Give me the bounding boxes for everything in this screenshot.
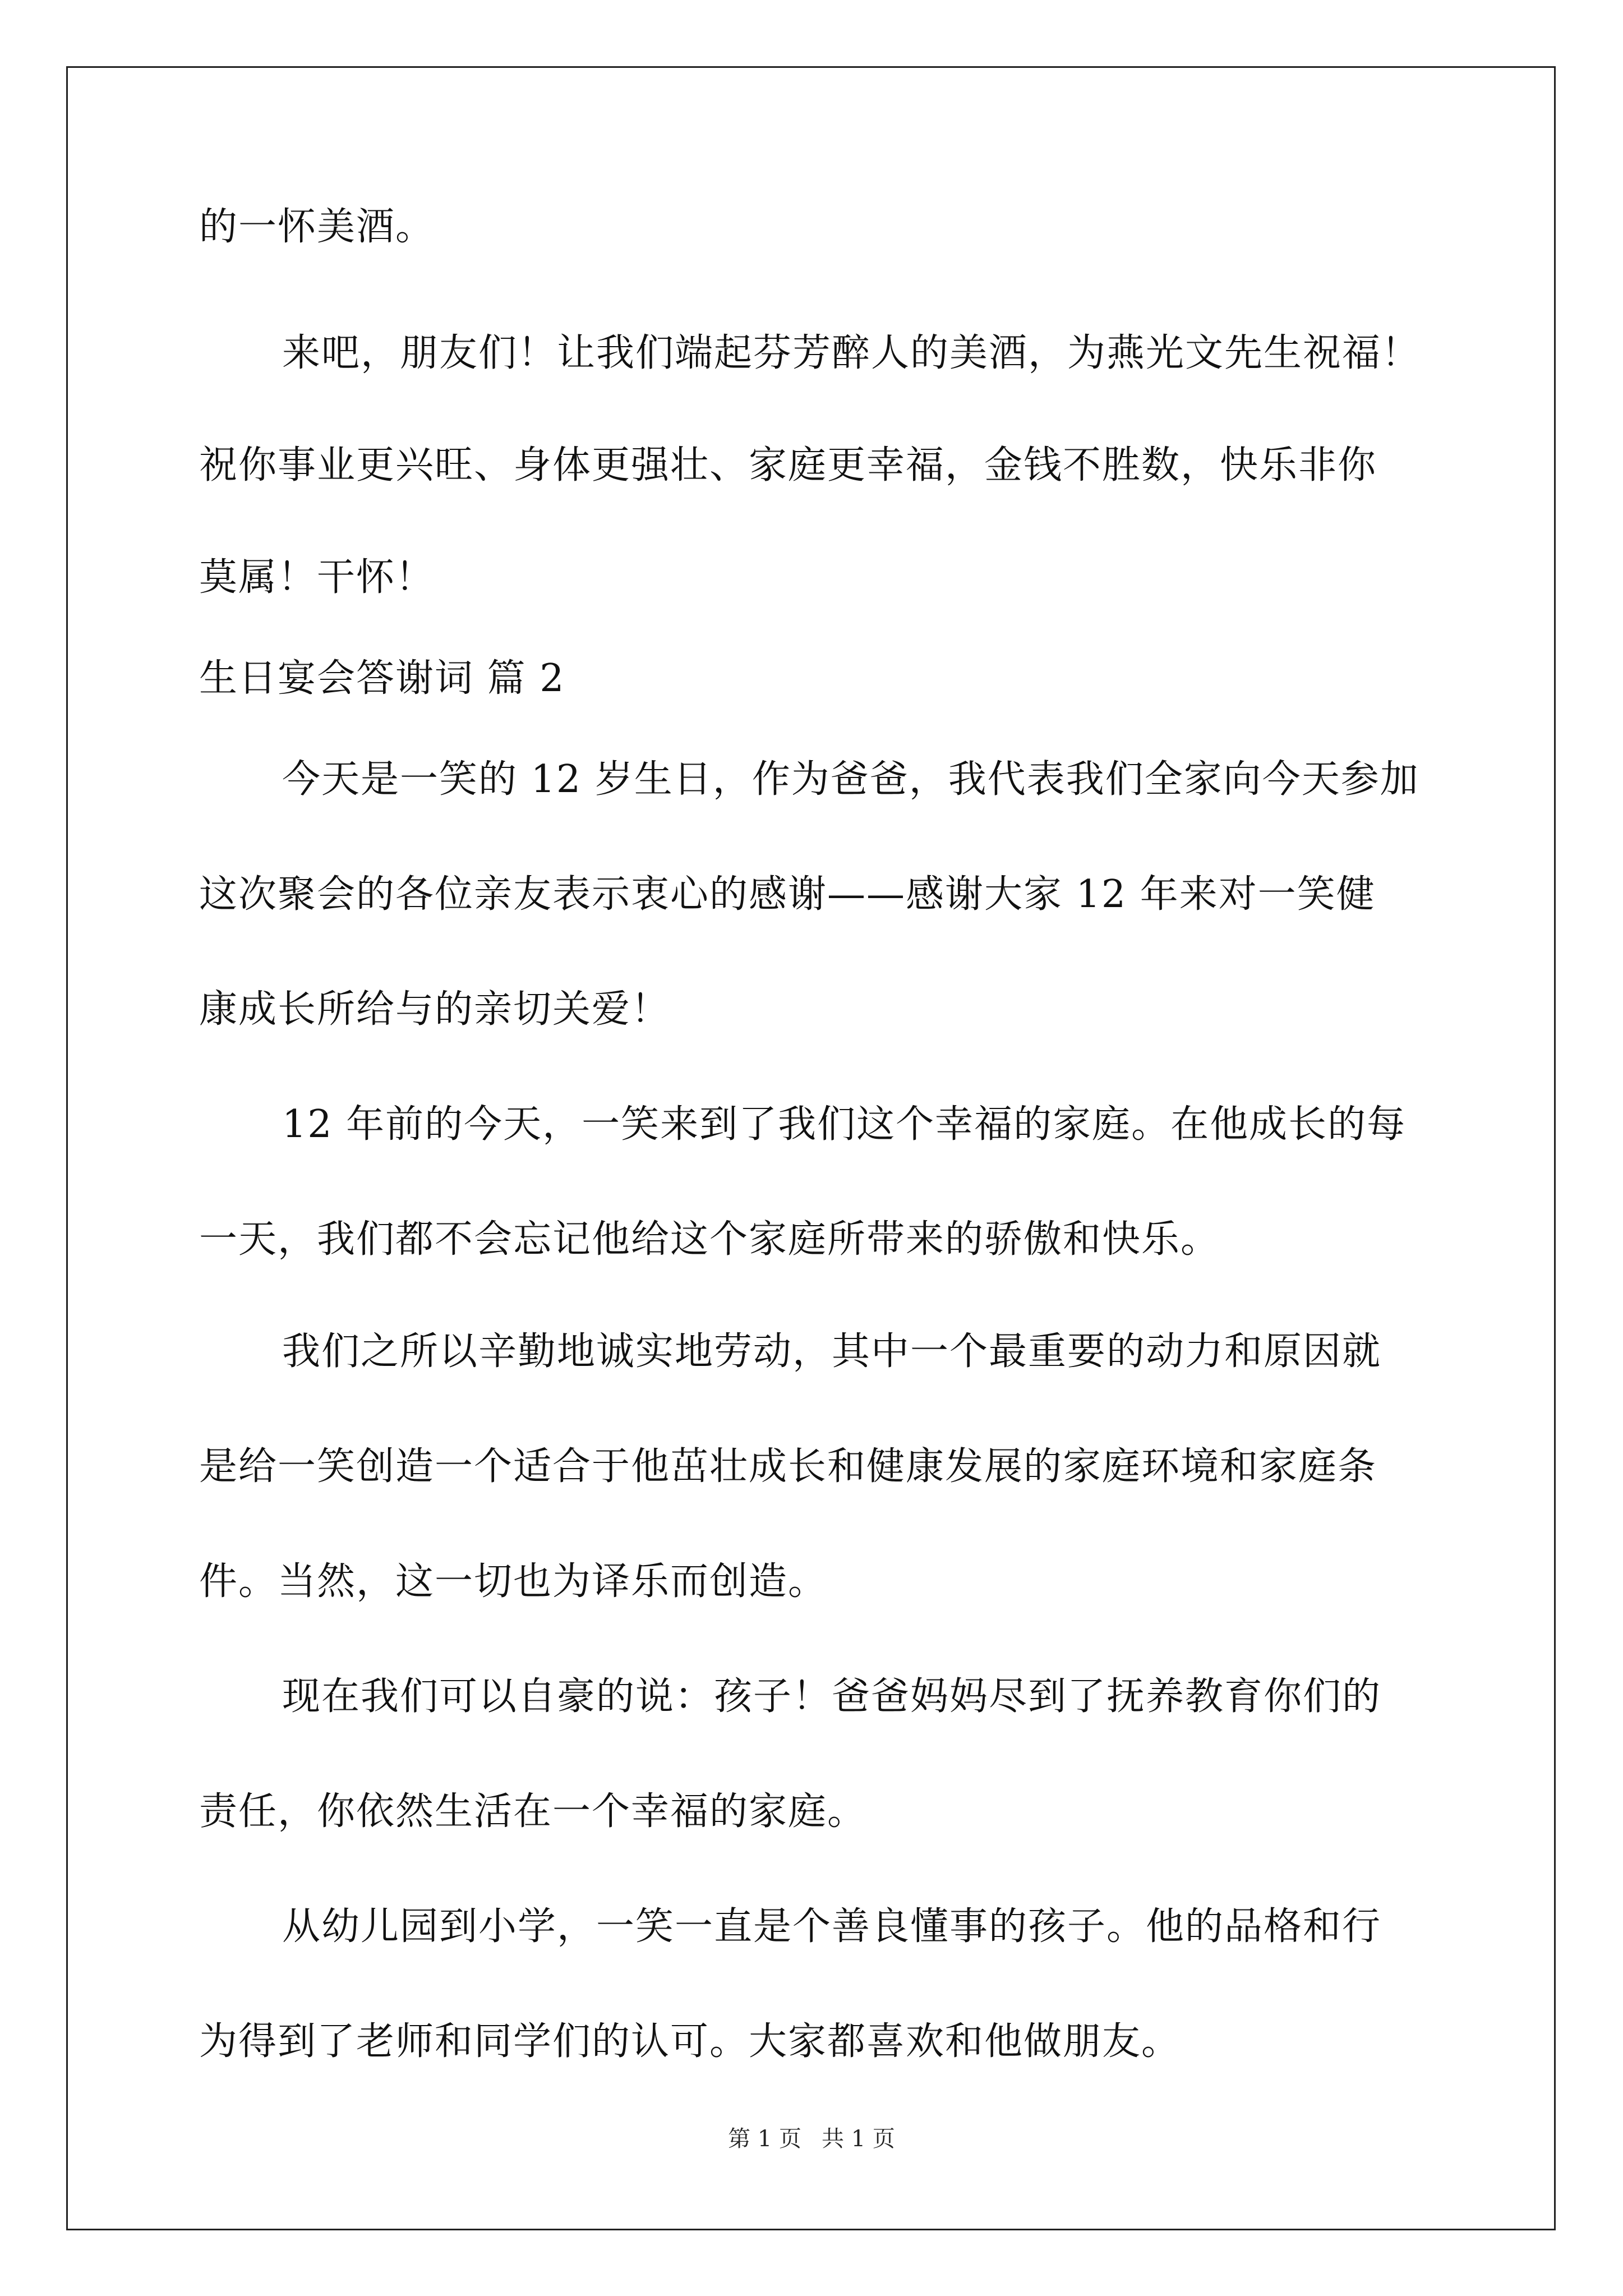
text-line: 责任，你依然生活在一个幸福的家庭。 [199, 1789, 867, 1834]
text-line: 康成长所给与的亲切关爱！ [199, 987, 671, 1032]
text-line: 的一怀美酒。 [199, 205, 435, 249]
text-line: 件。当然，这一切也为译乐而创造。 [199, 1559, 828, 1604]
text-line: 12 年前的今天，一笑来到了我们这个幸福的家庭。在他成长的每 [282, 1102, 1407, 1147]
text-line: 今天是一笑的 12 岁生日，作为爸爸，我代表我们全家向今天参加 [282, 757, 1419, 802]
text-line: 祝你事业更兴旺、身体更强壮、家庭更幸福，金钱不胜数，快乐非你 [199, 443, 1377, 487]
text-line: 是给一笑创造一个适合于他茁壮成长和健康发展的家庭环境和家庭条 [199, 1444, 1377, 1489]
text-line: 莫属！干怀！ [199, 555, 435, 600]
page-total: 共 1 页 [822, 2126, 895, 2152]
page-number: 第 1 页 [728, 2126, 801, 2152]
text-line: 这次聚会的各位亲友表示衷心的感谢——感谢大家 12 年来对一笑健 [199, 872, 1376, 917]
text-line: 我们之所以辛勤地诚实地劳动，其中一个最重要的动力和原因就 [282, 1329, 1382, 1374]
text-line: 现在我们可以自豪的说：孩子！爸爸妈妈尽到了抚养教育你们的 [282, 1674, 1382, 1719]
text-line: 从幼儿园到小学，一笑一直是个善良懂事的孩子。他的品格和行 [282, 1904, 1382, 1949]
page-footer [0, 2125, 1623, 2153]
text-line: 一天，我们都不会忘记他给这个家庭所带来的骄傲和快乐。 [199, 1217, 1220, 1262]
section-heading: 生日宴会答谢词 篇 2 [199, 656, 565, 701]
text-line: 为得到了老师和同学们的认可。大家都喜欢和他做朋友。 [199, 2019, 1181, 2064]
text-line: 来吧，朋友们！让我们端起芬芳醉人的美酒，为燕光文先生祝福！ [282, 331, 1421, 375]
